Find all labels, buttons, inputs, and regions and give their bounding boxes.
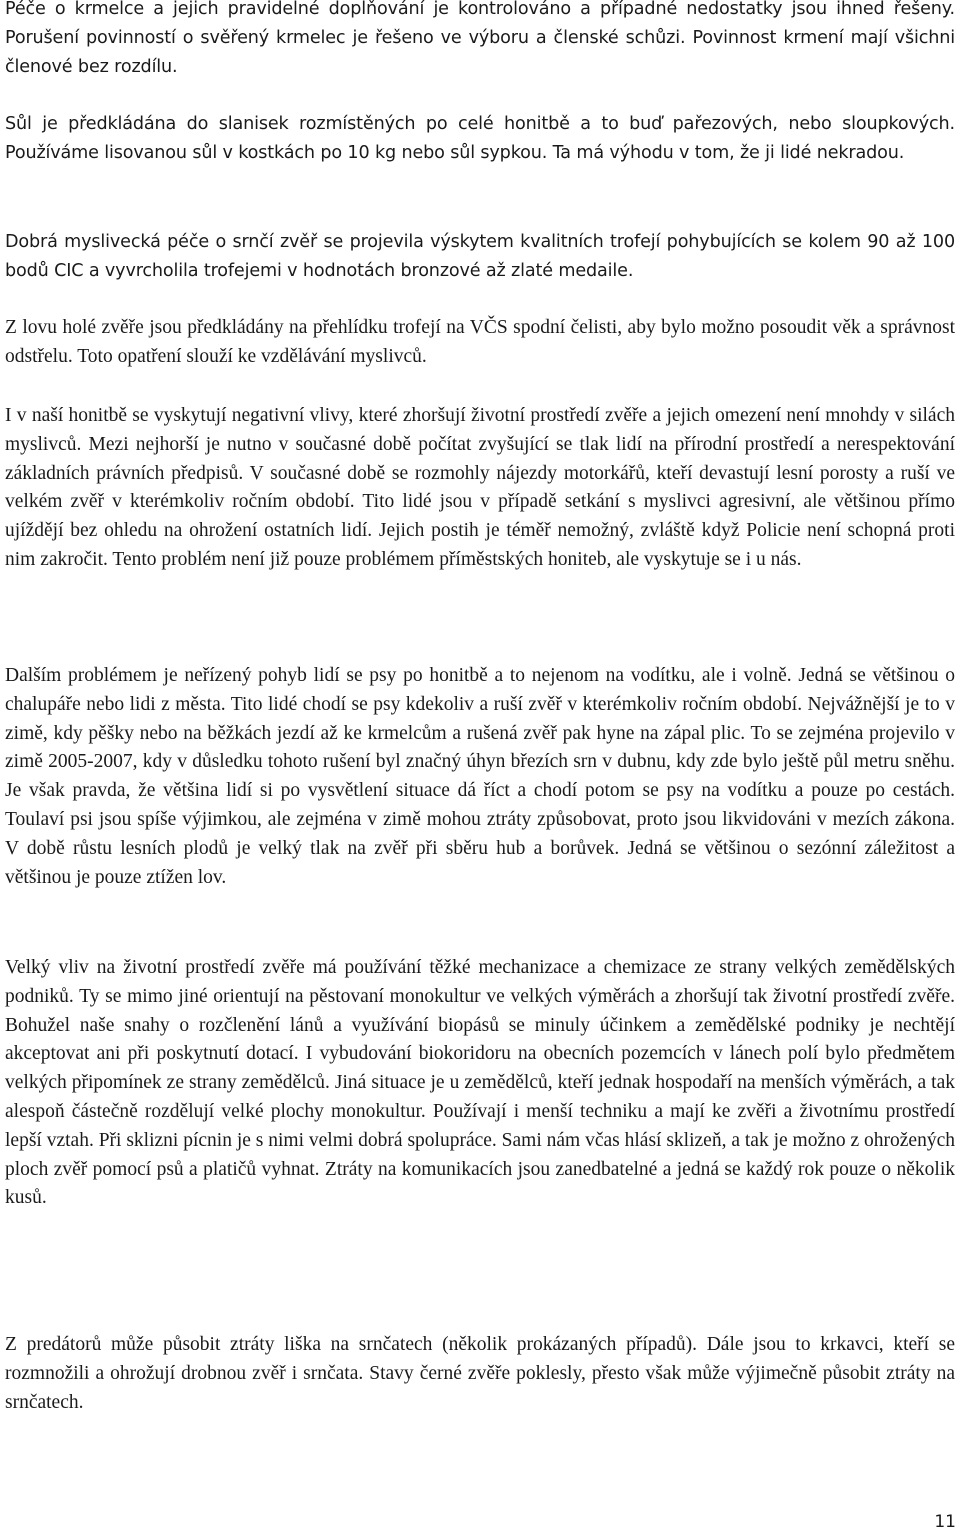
paragraph-jaw-review: Z lovu holé zvěře jsou předkládány na přehlídku trofejí na VČS spodní čelisti, aby bylo možno posoudit věk a správnost odstřelu. Toto opatření slouží ke vzdělávání myslivců.	[5, 317, 955, 367]
paragraph-dogs-people: Dalším problémem je neřízený pohyb lidí se psy po honitbě a to nejenom na vodítku, ale i volně. Jedná se většinou o chalupáře nebo lidi z města. Tito lidé chodí se psy kdekoliv a ruší zvěř v kterémkoliv ročním období. Nejvážnější je to v zimě, kdy pěšky nebo na běžkách jezdí až ke krmelcům a rušená zvěř pak hyne na zápal plic. To se zejména projevilo v zimě 2005-2007, kdy v důsledku tohoto rušení byl značný úhyn březích srn v dubnu, kdy zde bylo ještě půl metru sněhu. Je však pravda, že většina lidí si po vysvětlení situace dá říct a chodí potom se psy na vodítku a pouze po cestách. Toulaví psi jsou spíše výjimkou, ale zejména v zimě mohou ztráty způsobovat, proto jsou likvidováni v mezích zákona. V době růstu lesních plodů je velký tlak na zvěř při sběru hub a borůvek. Jedná se většinou o sezónní záležitost a většinou je pouze ztížen lov.	[5, 665, 955, 888]
paragraph-trophies: Dobrá myslivecká péče o srnčí zvěř se projevila výskytem kvalitních trofejí pohybujících se kolem 90 až 100 bodů CIC a vyvrcholila trofejemi v hodnotách bronzové až zlaté medaile.	[5, 232, 955, 281]
paragraph-feeder-care: Péče o krmelce a jejich pravidelné doplňování je kontrolováno a případné nedostatky jsou ihned řešeny. Porušení povinností o svěřený krmelec je řešeno ve výboru a členské schůzi. Povinnost krmení mají všichni členové bez rozdílu.	[5, 0, 955, 77]
paragraph-salt-licks: Sůl je předkládána do slanisek rozmístěných po celé honitbě a to buď pařezových, nebo sloupkových. Používáme lisovanou sůl v kostkách po 10 kg nebo sůl sypkou. Ta má výhodu v tom, že ji lidé nekradou.	[5, 114, 955, 163]
paragraph-negative-influences: I v naší honitbě se vyskytují negativní vlivy, které zhoršují životní prostředí zvěře a jejich omezení není mnohdy v silách myslivců. Mezi nejhorší je nutno v současné době počítat zvyšující se tlak lidí na přírodní prostředí a nerespektování základních právních předpisů. V současné době se rozmohly nájezdy motorkářů, kteří devastují lesní porosty a ruší ve velkém zvěř v kterémkoliv ročním období. Tito lidé jsou v případě setkání s myslivci agresivní, ale většinou přímo ujíždějí bez ohledu na ohrožení ostatních lidí. Jejich postih je téměř nemožný, zvláště když Policie není schopná proti nim zakročit. Tento problém není již pouze problémem příměstských honiteb, ale vyskytuje se i u nás.	[5, 405, 955, 570]
paragraph-predators: Z predátorů může působit ztráty liška na srnčatech (několik prokázaných případů). Dále jsou to krkavci, kteří se rozmnožili a ohrožují drobnou zvěř i srnčata. Stavy černé zvěře poklesly, přesto však může výjimečně působit ztráty na srnčatech.	[5, 1334, 955, 1413]
page-number: 11	[934, 1512, 956, 1532]
paragraph-agriculture: Velký vliv na životní prostředí zvěře má používání těžké mechanizace a chemizace ze strany velkých zemědělských podniků. Ty se mimo jiné orientují na pěstovaní monokultur ve velkých výměrách a zhoršují tak životní prostředí zvěře. Bohužel naše snahy o rozčlenění lánů a využívání biopásů se minuly účinkem a zemědělské podniky je nechtějí akceptovat ani při poskytnutí dotací. I vybudování biokoridoru na obecních pozemcích v lánech polí bylo předmětem velkých připomínek ze strany zemědělců. Jiná situace je u zemědělců, kteří jednak hospodaří na menších výměrách, a tak alespoň částečně rozdělují velké plochy monokultur. Používají i menší techniku a mají ke zvěři a životnímu prostředí lepší vztah. Při sklizni pícnin je s nimi velmi dobrá spolupráce. Sami nám včas hlásí sklizeň, a tak je možno z ohrožených ploch zvěř pomocí psů a platičů vyhnat. Ztráty na komunikacích jsou zanedbatelné a jedná se každý rok pouze o několik kusů.	[5, 957, 955, 1209]
